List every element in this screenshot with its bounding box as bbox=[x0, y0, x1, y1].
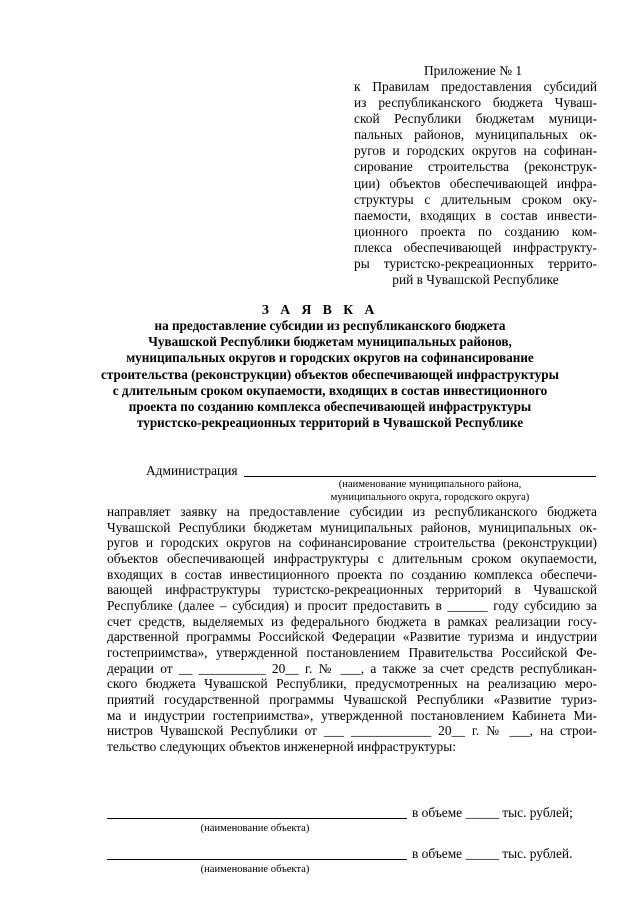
object-volume-text: в объеме _____ тыс. рублей; bbox=[412, 805, 573, 820]
body-line: счет средств, выделяемых из федерального бюджета в рамках реализации госу- bbox=[107, 613, 597, 629]
caption-line: (наименование муниципального района, bbox=[338, 479, 522, 490]
body-line: вающей инфраструктуры туристско-рекреационных территорий в Чувашской bbox=[107, 582, 597, 598]
subtitle-line: на предоставление субсидии из республиканского бюджета bbox=[154, 318, 506, 333]
administration-row bbox=[146, 463, 596, 479]
body-line: Республике (далее – субсидия) и просит предоставить в ______ году субсидию за bbox=[107, 597, 597, 613]
body-line: дарственной программы Российской Федерации «Развитие туризма и индустрии bbox=[107, 629, 597, 645]
appendix-line: к Правилам предоставления субсидий bbox=[354, 79, 597, 94]
application-body-text bbox=[107, 504, 597, 755]
body-line: ругов и городских округов на софинансирование строительства (реконструкции) bbox=[107, 535, 597, 551]
object-name-field[interactable] bbox=[107, 859, 407, 860]
subtitle-line: строительства (реконструкции) объектов обеспечивающей инфраструктуры bbox=[101, 366, 559, 382]
subtitle-line: проекта по созданию комплекса обеспечивающей инфраструктуры bbox=[128, 399, 532, 415]
body-line: объектов обеспечивающей инфраструктуры с длительным сроком окупаемости, bbox=[107, 550, 597, 566]
appendix-line: сирование строительства (реконструк- bbox=[354, 159, 597, 175]
appendix-title: Приложение № 1 bbox=[424, 63, 523, 78]
document-title: З А Я В К А bbox=[261, 302, 379, 317]
body-line: входящих в состав инвестиционного проекта по созданию комплекса обеспечи- bbox=[107, 566, 597, 582]
object-caption: (наименование объекта) bbox=[200, 864, 310, 875]
caption-line: муниципального округа, городского округа) bbox=[330, 492, 530, 504]
subtitle-line: Чувашской Республики бюджетам муниципальных районов, bbox=[148, 334, 512, 350]
appendix-line: рий в Чувашской Республике bbox=[392, 272, 559, 288]
appendix-line: ругов и городских округов на софинан- bbox=[354, 143, 597, 159]
body-line: гостеприимства», утвержденной постановлением Правительства Российской Фе- bbox=[107, 644, 597, 660]
appendix-line: плекса обеспечивающей инфраструкту- bbox=[354, 239, 597, 255]
document-subtitle bbox=[70, 318, 590, 431]
administration-label: Администрация bbox=[146, 463, 238, 478]
subtitle-line: муниципальных округов и городских округов на софинансирование bbox=[126, 350, 534, 366]
body-line: дерации от __ __________ 20__ г. № ___, а также за счет средств республикан- bbox=[107, 660, 597, 676]
administration-caption bbox=[280, 478, 580, 504]
object-row bbox=[107, 805, 597, 821]
appendix-line: ры туристско-рекреационных террито- bbox=[354, 256, 597, 272]
body-line: ма и индустрии гостеприимства», утвержденной постановлением Кабинета Ми- bbox=[107, 707, 597, 723]
body-line: направляет заявку на предоставление субсидии из республиканского бюджета bbox=[107, 504, 597, 519]
body-line: приятий государственной программы Чувашской Республики «Развитие туриз- bbox=[107, 691, 597, 707]
appendix-line: ционного проекта по созданию ком- bbox=[354, 223, 597, 239]
body-line: тельство следующих объектов инженерной инфраструктуры: bbox=[107, 738, 456, 754]
object-volume-text: в объеме _____ тыс. рублей. bbox=[412, 846, 573, 861]
body-line: ского бюджета Чувашской Республики, предусмотренных на реализацию меро- bbox=[107, 676, 597, 692]
appendix-line: из республиканского бюджета Чуваш- bbox=[354, 95, 597, 111]
object-caption: (наименование объекта) bbox=[200, 823, 310, 834]
object-name-field[interactable] bbox=[107, 818, 407, 819]
subtitle-line: туристско-рекреационных территорий в Чувашской Республике bbox=[136, 415, 524, 431]
body-line: Чувашской Республики бюджетам муниципальных районов, муниципальных ок- bbox=[107, 519, 597, 535]
appendix-line: ции) объектов обеспечивающей инфра- bbox=[354, 175, 597, 191]
appendix-line: паемости, входящих в состав инвести- bbox=[354, 207, 597, 223]
appendix-reference bbox=[354, 79, 597, 288]
appendix-line: пальных районов, муниципальных ок- bbox=[354, 127, 597, 143]
appendix-line: структуры с длительным сроком оку- bbox=[354, 191, 597, 207]
administration-name-field[interactable] bbox=[244, 476, 596, 477]
body-line: нистров Чувашской Республики от ___ ____________ 20__ г. № ___, на строи- bbox=[107, 723, 597, 739]
subtitle-line: с длительным сроком окупаемости, входящих в состав инвестиционного bbox=[112, 382, 548, 398]
appendix-line: ской Республики бюджетам муници- bbox=[354, 111, 597, 127]
object-row bbox=[107, 846, 597, 862]
